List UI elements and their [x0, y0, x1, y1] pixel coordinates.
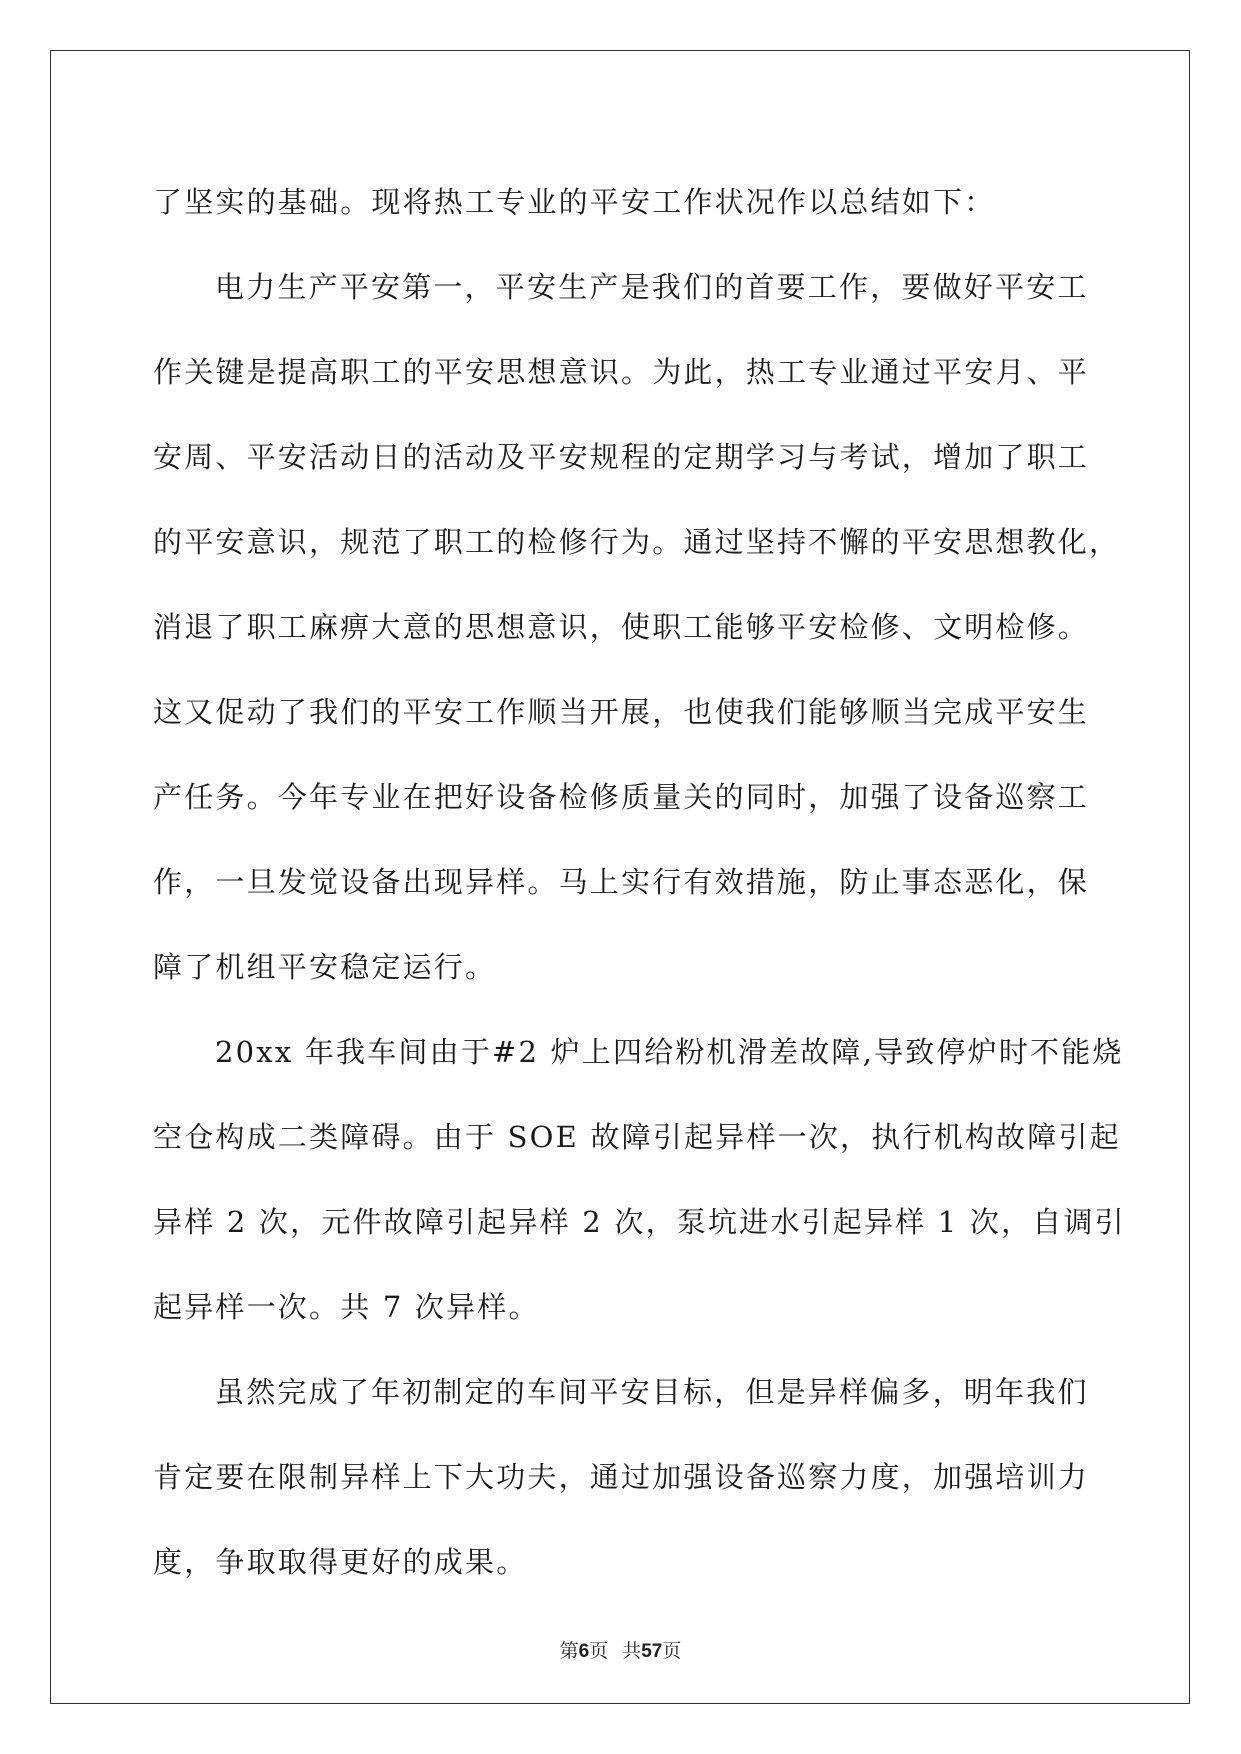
text-line: 消退了职工麻痹大意的思想意识，使职工能够平安检修、文明检修。: [153, 610, 1090, 644]
text-line: 作，一旦发觉设备出现异样。马上实行有效措施，防止事态恶化，保: [153, 865, 1090, 899]
text-line: 这又促动了我们的平安工作顺当开展，也使我们能够顺当完成平安生: [153, 695, 1090, 729]
document-body: [153, 160, 1126, 1605]
text-line: 的平安意识，规范了职工的检修行为。通过坚持不懈的平安思想教化，: [153, 525, 1121, 559]
text-line: 电力生产平安第一，平安生产是我们的首要工作，要做好平安工: [215, 270, 1089, 304]
text-line: 异样 2 次，元件故障引起异样 2 次，泵坑进水引起异样 1 次，自调引: [153, 1205, 1126, 1239]
text-line: 障了机组平安稳定运行。: [153, 950, 497, 984]
text-line: 了坚实的基础。现将热工专业的平安工作状况作以总结如下：: [153, 185, 996, 219]
footer-total-prefix: 共: [622, 1640, 642, 1662]
footer-page-unit: 页: [589, 1640, 609, 1662]
footer-prefix: 第: [559, 1640, 579, 1662]
text-line: 度，争取取得更好的成果。: [153, 1545, 528, 1579]
text-line: 20xx 年我车间由于#2 炉上四给粉机滑差故障,导致停炉时不能烧: [215, 1035, 1124, 1069]
text-line: 起异样一次。共 7 次异样。: [153, 1290, 540, 1324]
text-line: 产任务。今年专业在把好设备检修质量关的同时，加强了设备巡察工: [153, 780, 1090, 814]
text-line: 空仓构成二类障碍。由于 SOE 故障引起异样一次，执行机构故障引起: [153, 1120, 1121, 1154]
page-number: 6: [578, 1641, 590, 1662]
text-line: 安周、平安活动日的活动及平安规程的定期学习与考试，增加了职工: [153, 440, 1090, 474]
page-footer: [0, 1636, 1241, 1663]
total-pages: 57: [641, 1641, 663, 1662]
text-line: 肯定要在限制异样上下大功夫，通过加强设备巡察力度，加强培训力: [153, 1460, 1090, 1494]
text-line: 作关键是提高职工的平安思想意识。为此，热工专业通过平安月、平: [153, 355, 1090, 389]
footer-total-unit: 页: [662, 1640, 682, 1662]
text-line: 虽然完成了年初制定的车间平安目标，但是异样偏多，明年我们: [215, 1375, 1089, 1409]
